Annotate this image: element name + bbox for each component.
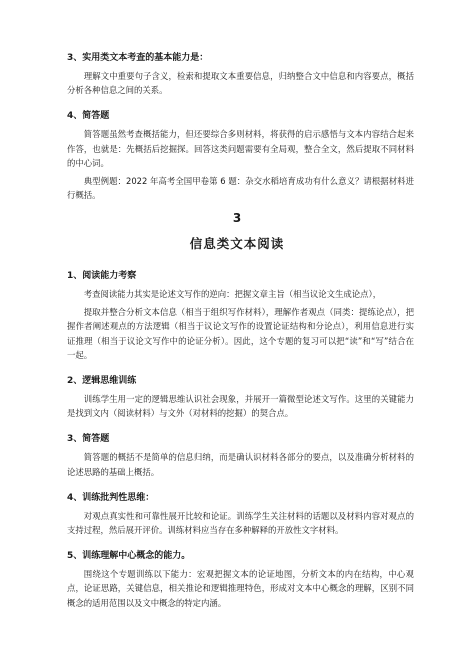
paragraph-reading-ability-2: 提取并整合分析文本信息（相当于组织写作材料），理解作者观点（同类：提练论点），把握作者阐述观点的方法逻辑（相当于议论文写作的设置论证结构和分论点），利用信息进行实证推理（相当于议论文写作中的论证分析）。因此，这个专题的复习可以把“读”和“写”结合在一起。 — [67, 307, 414, 360]
practical-text-section — [67, 51, 414, 206]
section-heading-basic-ability: 3、实用类文本考查的基本能力是： — [67, 53, 209, 63]
paragraph-central-concept: 围绕这个专题训练以下能力：宏观把握文本的论证地图，分析文本的内在结构，中心观点，论证思路，关键信息，相关推论和逻辑推理特色，形成对文本中心概念的理解，区别不同概念的适用范围以及文中概念的特定内涵。 — [67, 569, 414, 608]
paragraph-basic-ability: 理解文中重要句子含义，检索和提取文本重要信息，归纳整合文中信息和内容要点，概括分析各种信息之间的关系。 — [67, 71, 414, 96]
section-heading-central-concept: 5、训练理解中心概念的能力。 — [67, 551, 191, 562]
section-heading-logic-training: 2、逻辑思维训练 — [67, 376, 137, 387]
chapter-number: 3 — [232, 211, 242, 225]
section-heading-reading-ability: 1、阅读能力考察 — [67, 271, 137, 281]
paragraph-short-answer: 简答题虽然考查概括能力，但还要综合多则材料，将获得的启示感悟与文本内容结合起来作答，也就是：先概括后挖掘探。回答这类问题需要有全局观，整合全文，然后提取不同材料的中心词。 — [67, 129, 414, 168]
chapter-title: 信息类文本阅读 — [189, 236, 285, 251]
section-heading-short-answer: 4、简答题 — [67, 111, 110, 122]
paragraph-reading-ability-1: 考查阅读能力其实是论述文写作的逆向：把握文章主旨（相当议论文生成论点）， — [83, 289, 382, 299]
paragraph-example-question: 典型例题：2022 年高考全国甲卷第 6 题：杂交水稻培育成功有什么意义？请根据材料进行概括。 — [67, 176, 414, 201]
paragraph-short-answer-2: 简答题的概括不是简单的信息归纳，而是确认识材料各部分的要点，以及准确分析材料的论述思路的基础上概括。 — [67, 452, 414, 477]
paragraph-critical-thinking: 对观点真实性和可靠性展开比较和论证。训练学生关注材料的话题以及材料内容对观点的支持过程，然后展开评价。训练材料应当存在多种解释的开放性文字材料。 — [67, 510, 414, 536]
informational-text-section — [67, 269, 414, 614]
section-heading-short-answer-2: 3、简答题 — [67, 434, 110, 445]
section-heading-critical-thinking: 4、训练批判性思维： — [67, 492, 155, 503]
paragraph-logic-training: 训练学生用一定的逻辑思维认识社会现象，并展开一篇微型论述文写作。这里的关键能力是找到文内（阅读材料）与文外（对材料的挖掘）的契合点。 — [67, 394, 414, 419]
